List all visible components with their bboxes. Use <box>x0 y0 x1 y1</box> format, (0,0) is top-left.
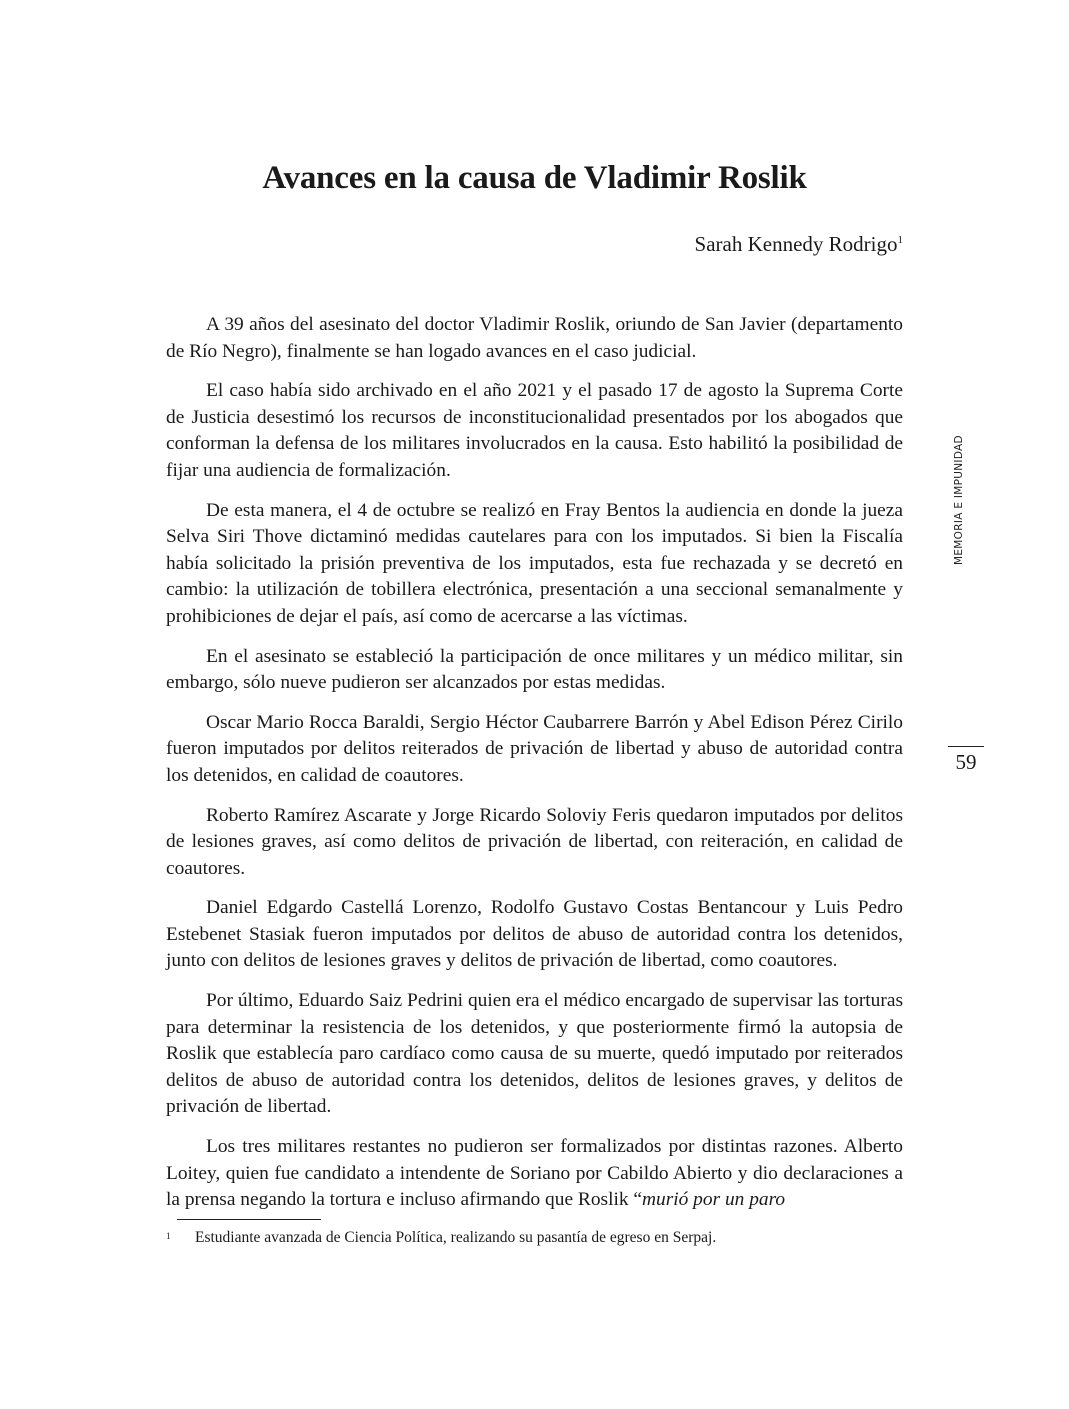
footnote-divider <box>177 1219 321 1220</box>
article-author <box>695 232 903 257</box>
paragraph: En el asesinato se estableció la participación de once militares y un médico militar, sin embargo, sólo nueve pudieron ser alcanzados por estas medidas. <box>166 645 903 694</box>
paragraph: De esta manera, el 4 de octubre se realizó en Fray Bentos la audiencia en donde la jueza Selva Siri Thove dictaminó medidas cautelares para con los imputados. Si bien la Fiscalía había solicitado la prisión preventiva de los imputados, esta fue rechazada y se decretó en cambio: la utilización de tobillera electrónica, presentación a una seccional semanalmente y prohibiciones de dejar el país, así como de acercarse a las víctimas. <box>166 499 903 627</box>
paragraph-last-italic: murió por un paro <box>642 1189 786 1211</box>
paragraph: A 39 años del asesinato del doctor Vladimir Roslik, oriundo de San Javier (departamento de Río Negro), finalmente se han logado avances en el caso judicial. <box>166 314 903 362</box>
author-name: Sarah Kennedy Rodrigo <box>694 232 898 256</box>
article-body <box>166 312 903 1227</box>
page-number: 59 <box>955 750 977 774</box>
paragraph: Por último, Eduardo Saiz Pedrini quien era el médico encargado de supervisar las torturas para determinar la resistencia de los detenidos, y que posteriormente firmó la autopsia de Roslik que establecía paro cardíaco como causa de su muerte, quedó imputado por reiterados delitos de abuso de autoridad contra los detenidos, delitos de lesiones graves, y delitos de privación de libertad. <box>166 990 903 1118</box>
article-title: Avances en la causa de Vladimir Roslik <box>262 160 807 196</box>
page-number-rule <box>948 746 984 747</box>
paragraph-last-text: Los tres militares restantes no pudieron ser formalizados por distintas razones. Alberto Loitey, quien fue candidato a intendente de Soriano por Cabildo Abierto y dio declaraciones a la prensa negando la tortura e incluso afirmando que Roslik “ <box>166 1136 903 1211</box>
paragraph: Roberto Ramírez Ascarate y Jorge Ricardo Soloviy Feris quedaron imputados por delitos de lesiones graves, así como delitos de privación de libertad, con reiteración, en calidad de coautores. <box>166 804 903 879</box>
paragraph: El caso había sido archivado en el año 2021 y el pasado 17 de agosto la Suprema Corte de Justicia desestimó los recursos de inconstitucionalidad presentados por los abogados que conforman la defensa de los militares involucrados en la causa. Esto habilitó la posibilidad de fijar una audiencia de formalización. <box>166 380 903 481</box>
paragraph-last <box>166 1134 903 1214</box>
paragraph: Oscar Mario Rocca Baraldi, Sergio Héctor Caubarrere Barrón y Abel Edison Pérez Cirilo fueron imputados por delitos reiterados de privación de libertad y abuso de autoridad contra los detenidos, en calidad de coautores. <box>166 711 903 786</box>
footnote-text: Estudiante avanzada de Ciencia Política, realizando su pasantía de egreso en Serpaj. <box>195 1229 717 1246</box>
section-label: MEMORIA E IMPUNIDAD <box>953 435 965 565</box>
footnote-marker: 1 <box>166 1231 171 1241</box>
paragraph: Daniel Edgardo Castellá Lorenzo, Rodolfo Gustavo Costas Bentancour y Luis Pedro Estebenet Stasiak fueron imputados por delitos de abuso de autoridad contra los detenidos, junto con delitos de lesiones graves y delitos de privación de libertad, como coautores. <box>166 897 903 972</box>
author-footnote-marker: 1 <box>897 234 903 246</box>
